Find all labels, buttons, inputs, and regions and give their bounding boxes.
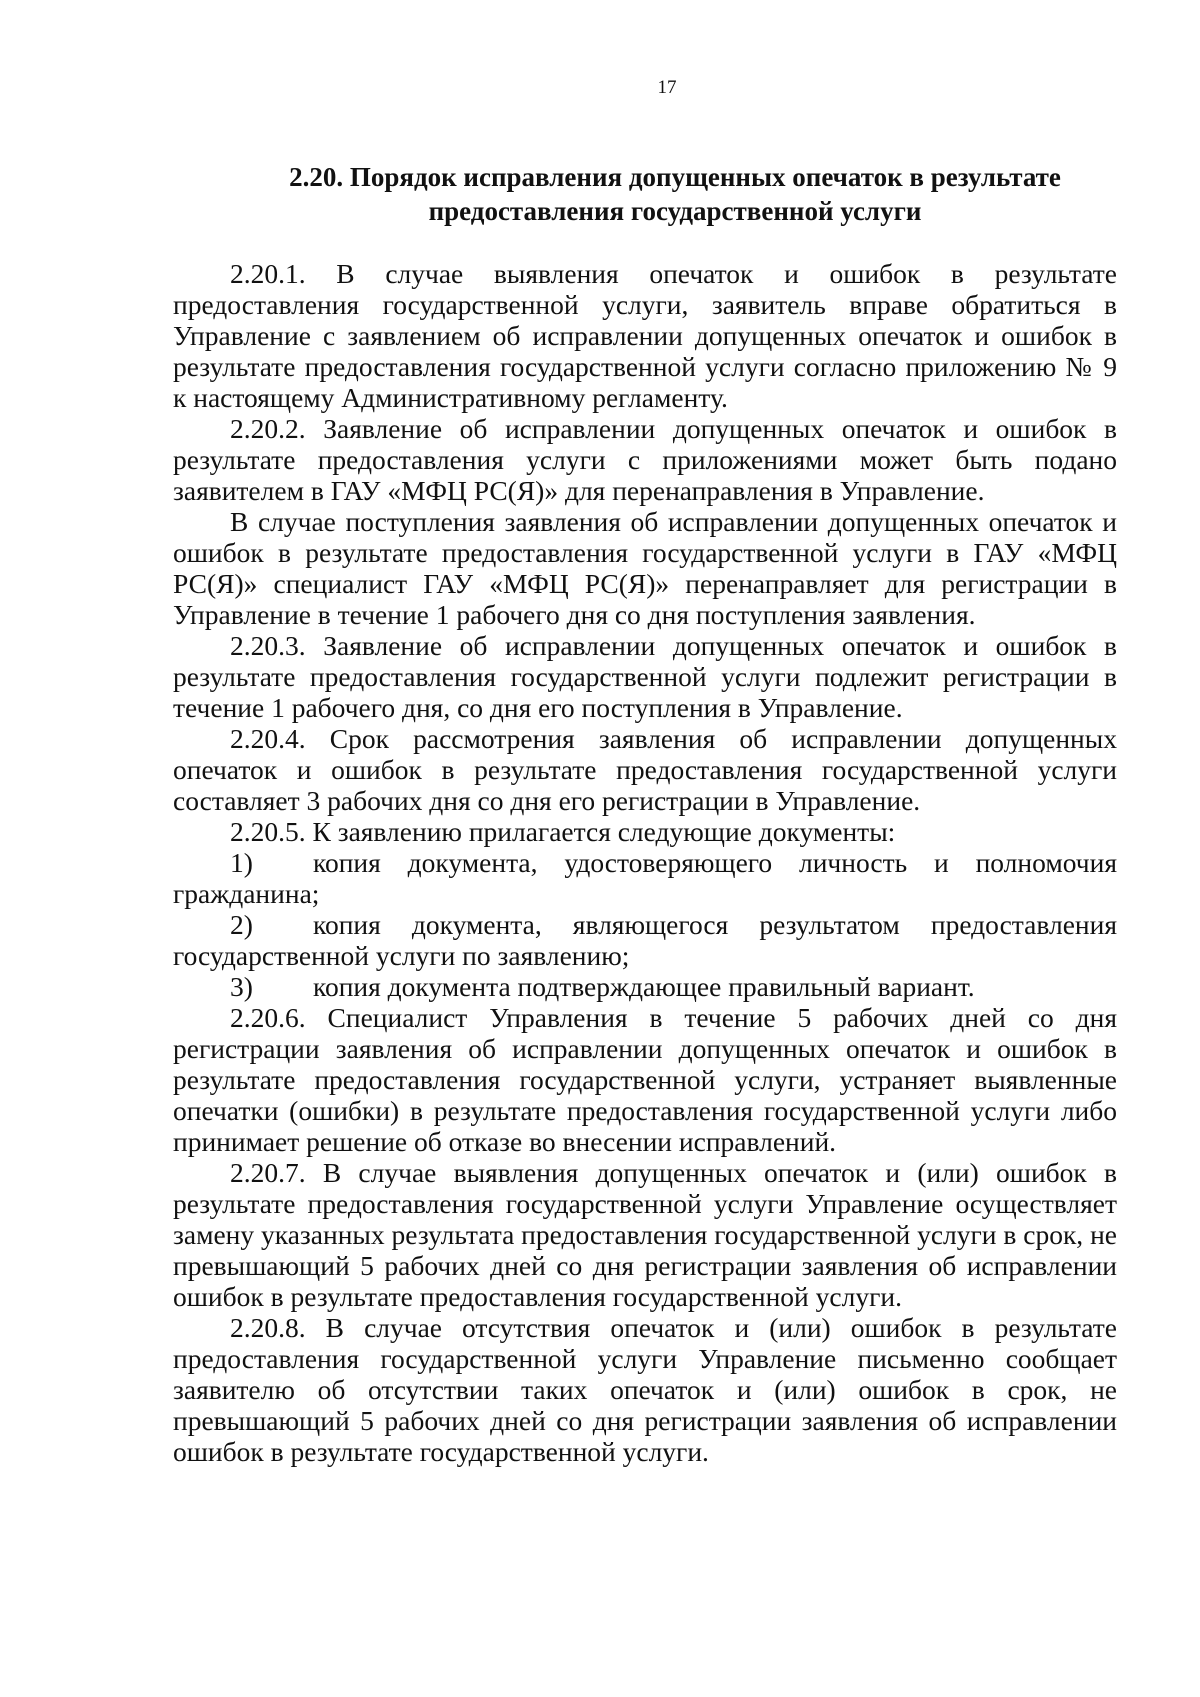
- heading-line-1: 2.20. Порядок исправления допущенных опечаток в результате: [289, 162, 1061, 192]
- paragraph-mfc-forwarding: В случае поступления заявления об исправлении допущенных опечаток и ошибок в результате предоставления государственной услуги в ГАУ «МФЦ РС(Я)» специалист ГАУ «МФЦ РС(Я)» перенаправляет для регистрации в Управление в течение 1 рабочего дня со дня поступления заявления.: [173, 506, 1117, 630]
- list-item-text: копия документа подтверждающее правильный вариант.: [313, 971, 975, 1002]
- list-item: [173, 909, 1117, 971]
- paragraph-2-20-5: 2.20.5. К заявлению прилагается следующие документы:: [230, 816, 896, 847]
- page-number: 17: [657, 77, 677, 98]
- paragraph-2-20-2: 2.20.2. Заявление об исправлении допущенных опечаток и ошибок в результате предоставления услуги с приложениями может быть подано заявителем в ГАУ «МФЦ РС(Я)» для перенаправления в Управление.: [173, 413, 1117, 506]
- document-body: [173, 258, 1117, 1467]
- paragraph-2-20-8: 2.20.8. В случае отсутствия опечаток и (или) ошибок в результате предоставления государственной услуги Управление письменно сообщает заявителю об отсутствии таких опечаток и (или) ошибок в срок, не превышающий 5 рабочих дней со дня регистрации заявления об исправлении ошибок в результате государственной услуги.: [173, 1312, 1117, 1467]
- paragraph-2-20-3: 2.20.3. Заявление об исправлении допущенных опечаток и ошибок в результате предоставления государственной услуги подлежит регистрации в течение 1 рабочего дня, со дня его поступления в Управление.: [173, 630, 1117, 723]
- heading-line-2: предоставления государственной услуги: [428, 196, 922, 226]
- list-item: [173, 847, 1117, 909]
- list-item-number: 2): [230, 909, 253, 940]
- paragraph-2-20-6: 2.20.6. Специалист Управления в течение 5 рабочих дней со дня регистрации заявления об исправлении допущенных опечаток и ошибок в результате предоставления государственной услуги, устраняет выявленные опечатки (ошибки) в результате предоставления государственной услуги либо принимает решение об отказе во внесении исправлений.: [173, 1002, 1117, 1157]
- list-item-number: 1): [230, 847, 253, 878]
- list-item-text: копия документа, удостоверяющего личность и полномочия гражданина;: [173, 847, 1117, 909]
- paragraph-2-20-7: 2.20.7. В случае выявления допущенных опечаток и (или) ошибок в результате предоставления государственной услуги Управление осуществляет замену указанных результата предоставления государственной услуги в срок, не превышающий 5 рабочих дней со дня регистрации заявления об исправлении ошибок в результате предоставления государственной услуги.: [173, 1157, 1117, 1312]
- paragraph-2-20-4: 2.20.4. Срок рассмотрения заявления об исправлении допущенных опечаток и ошибок в результате предоставления государственной услуги составляет 3 рабочих дня со дня его регистрации в Управление.: [173, 723, 1117, 816]
- list-item-text: копия документа, являющегося результатом предоставления государственной услуги по заявлению;: [173, 909, 1117, 971]
- list-item: [173, 971, 1117, 1002]
- section-heading: [175, 160, 1175, 228]
- list-item-number: 3): [230, 971, 253, 1002]
- paragraph-2-20-1: 2.20.1. В случае выявления опечаток и ошибок в результате предоставления государственной услуги, заявитель вправе обратиться в Управление с заявлением об исправлении допущенных опечаток и ошибок в результате предоставления государственной услуги согласно приложению № 9 к настоящему Административному регламенту.: [173, 258, 1117, 413]
